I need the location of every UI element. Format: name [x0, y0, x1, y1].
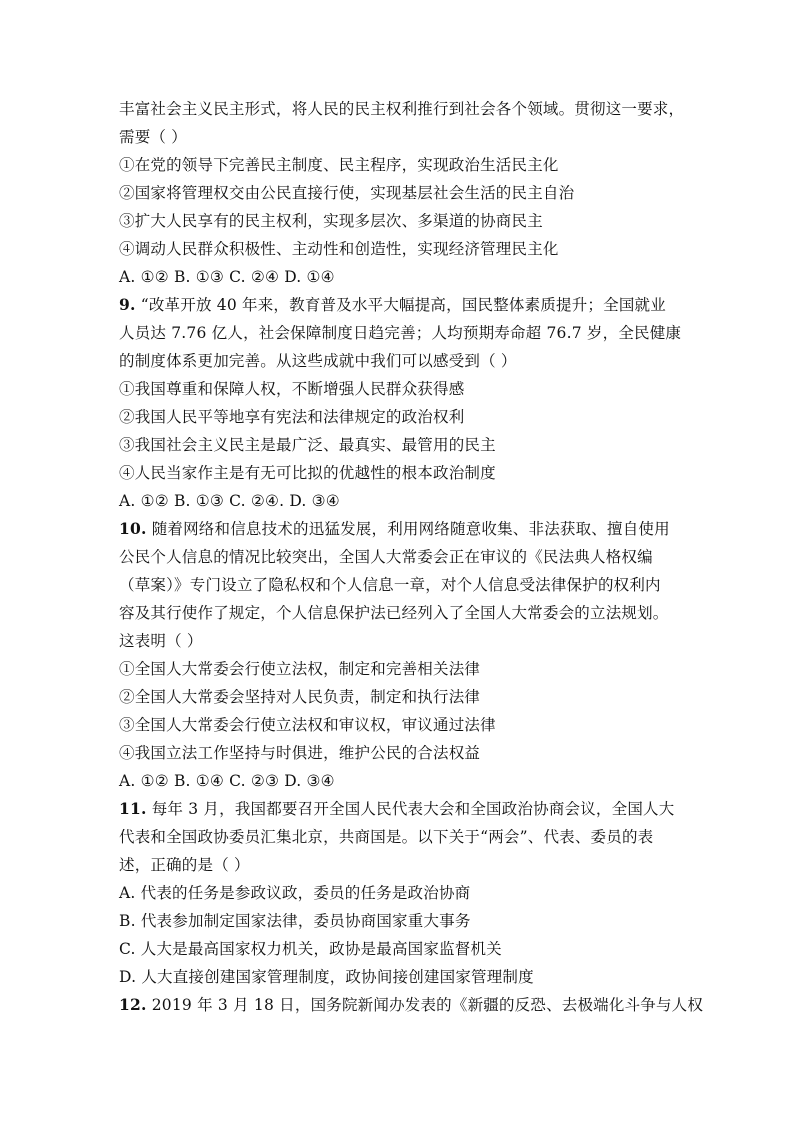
line-text: 2019 年 3 月 18 日，国务院新闻办发表的《新疆的反恐、去极端化斗争与人权 [146, 996, 704, 1014]
line-text: ②国家将管理权交由公民直接行使，实现基层社会生活的民主自治 [119, 184, 575, 202]
question-line [119, 795, 689, 823]
text-line [119, 599, 689, 627]
text-line [119, 767, 689, 795]
text-line [119, 935, 689, 963]
line-text: B. 代表参加制定国家法律，委员协商国家重大事务 [119, 912, 471, 930]
line-text: 容及其行使作了规定，个人信息保护法已经列入了全国人大常委会的立法规划。 [119, 604, 669, 622]
line-text: ②我国人民平等地享有宪法和法律规定的政治权利 [119, 408, 465, 426]
line-text: ②全国人大常委会坚持对人民负责，制定和执行法律 [119, 688, 481, 706]
line-text: 丰富社会主义民主形式，将人民的民主权利推行到社会各个领域。贯彻这一要求， [119, 100, 685, 118]
line-text: ①全国人大常委会行使立法权，制定和完善相关法律 [119, 660, 481, 678]
text-line [119, 711, 689, 739]
line-text: ④人民当家作主是有无可比拟的优越性的根本政治制度 [119, 464, 496, 482]
line-text: 人员达 7.76 亿人，社会保障制度日趋完善；人均预期寿命超 76.7 岁，全民健康 [119, 324, 682, 342]
text-line [119, 851, 689, 879]
question-line [119, 515, 689, 543]
line-text: 需要（ ） [119, 128, 187, 146]
text-line [119, 235, 689, 263]
line-text: ③全国人大常委会行使立法权和审议权，审议通过法律 [119, 716, 496, 734]
text-line [119, 683, 689, 711]
text-line [119, 879, 689, 907]
line-text: 公民个人信息的情况比较突出，全国人大常委会正在审议的《民法典人格权编 [119, 548, 653, 566]
question-line [119, 291, 689, 319]
line-text: 代表和全国政协委员汇集北京，共商国是。以下关于“两会”、代表、委员的表 [119, 828, 654, 846]
text-line [119, 487, 689, 515]
line-text: ④我国立法工作坚持与时俱进，维护公民的合法权益 [119, 744, 481, 762]
question-number: 11. [119, 799, 147, 818]
question-number: 12. [119, 995, 147, 1014]
line-text: （草案）》专门设立了隐私权和个人信息一章，对个人信息受法律保护的权利内 [119, 576, 661, 594]
line-text: ④调动人民群众积极性、主动性和创造性，实现经济管理民主化 [119, 240, 559, 258]
line-text: 这表明（ ） [119, 632, 203, 650]
line-text: ①在党的领导下完善民主制度、民主程序，实现政治生活民主化 [119, 156, 559, 174]
text-line [119, 123, 689, 151]
text-line [119, 403, 689, 431]
question-line [119, 991, 704, 1019]
line-text: 每年 3 月，我国都要召开全国人民代表大会和全国政治协商会议，全国人大 [146, 800, 675, 818]
line-text: A. ①② B. ①④ C. ②③ D. ③④ [119, 772, 335, 790]
text-line [119, 151, 689, 179]
text-line [119, 459, 689, 487]
question-number: 10. [119, 519, 147, 538]
text-line [119, 739, 689, 767]
line-text: A. ①② B. ①③ C. ②④ D. ①④ [119, 268, 335, 286]
line-text: 随着网络和信息技术的迅猛发展，利用网络随意收集、非法获取、擅自使用 [146, 520, 670, 538]
line-text: C. 人大是最高国家权力机关，政协是最高国家监督机关 [119, 940, 502, 958]
text-line [119, 571, 689, 599]
line-text: ③扩大人民享有的民主权利，实现多层次、多渠道的协商民主 [119, 212, 543, 230]
line-text: 述，正确的是（ ） [119, 856, 250, 874]
text-line [119, 963, 689, 991]
text-line [119, 627, 689, 655]
text-line [119, 375, 689, 403]
text-line [119, 655, 689, 683]
text-line [119, 431, 689, 459]
text-line [119, 907, 689, 935]
line-text: D. 人大直接创建国家管理制度，政协间接创建国家管理制度 [119, 968, 534, 986]
text-line [119, 263, 689, 291]
text-line [119, 319, 689, 347]
line-text: “改革开放 40 年来，教育普及水平大幅提高，国民整体素质提升；全国就业 [135, 296, 666, 314]
line-text: ③我国社会主义民主是最广泛、最真实、最管用的民主 [119, 436, 496, 454]
line-text: A. 代表的任务是参政议政，委员的任务是政治协商 [119, 884, 471, 902]
text-line [119, 823, 689, 851]
text-line [119, 95, 689, 123]
line-text: 的制度体系更加完善。从这些成就中我们可以感受到（ ） [119, 352, 517, 370]
question-number: 9. [119, 295, 136, 314]
line-text: A. ①② B. ①③ C. ②④. D. ③④ [119, 492, 340, 510]
text-line [119, 179, 689, 207]
text-line [119, 543, 689, 571]
text-line [119, 207, 689, 235]
text-line [119, 347, 689, 375]
line-text: ①我国尊重和保障人权，不断增强人民群众获得感 [119, 380, 465, 398]
